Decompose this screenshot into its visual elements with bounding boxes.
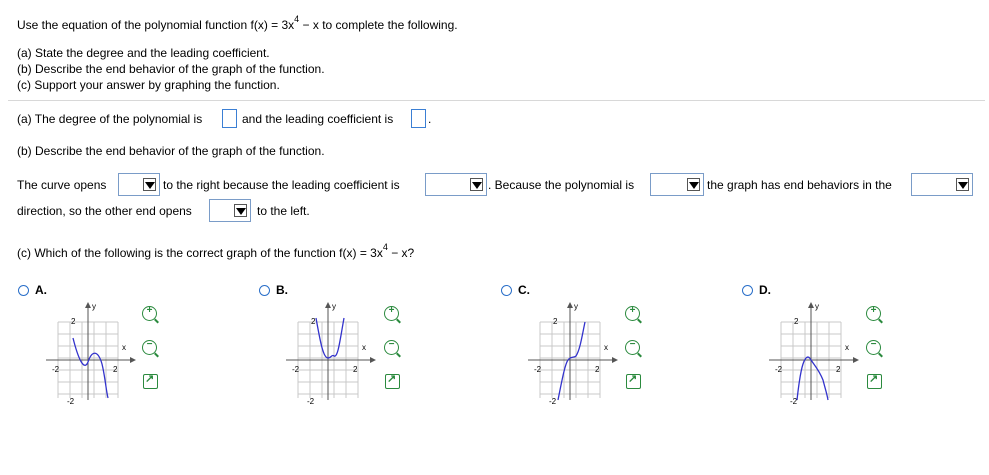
- part-b-heading: (b) Describe the end behavior of the graph of the function.: [17, 144, 325, 158]
- zoom-in-icon[interactable]: +: [866, 306, 881, 321]
- dropdown-arrow-icon: [470, 178, 483, 191]
- option-d-label: D.: [759, 283, 771, 297]
- curve: [316, 318, 344, 358]
- option-c-graph: [512, 300, 624, 410]
- part-a-text-1: (a) The degree of the polynomial is: [17, 112, 203, 126]
- x-axis-label: x: [122, 343, 126, 352]
- dropdown-arrow-icon: [234, 204, 247, 217]
- tick-x: 2: [836, 365, 841, 374]
- divider: [8, 100, 985, 101]
- instruction-item-b: (b) Describe the end behavior of the graph of the function.: [17, 62, 325, 76]
- option-a-graph: [30, 300, 142, 410]
- part-b-text-2: to the right because the leading coefficient is: [163, 178, 400, 192]
- instructions-intro: [17, 14, 458, 32]
- zoom-in-icon[interactable]: +: [625, 306, 640, 321]
- intro-exponent: 4: [294, 14, 300, 24]
- zoom-out-icon[interactable]: −: [142, 340, 157, 355]
- tick-neg-x: -2: [292, 365, 300, 374]
- zoom-out-icon[interactable]: −: [384, 340, 399, 355]
- tick-neg-y: -2: [549, 397, 557, 406]
- dropdown-arrow-icon: [956, 178, 969, 191]
- y-axis-label: y: [92, 302, 96, 311]
- x-axis-label: x: [362, 343, 366, 352]
- curve: [73, 338, 108, 398]
- tick-x: 2: [113, 365, 118, 374]
- dropdown-arrow-icon: [687, 178, 700, 191]
- intro-text-end: − x to complete the following.: [299, 18, 458, 32]
- option-c-label: C.: [518, 283, 530, 297]
- dropdown-arrow-icon: [143, 178, 156, 191]
- popout-icon[interactable]: ↗: [385, 374, 400, 389]
- tick-x: 2: [595, 365, 600, 374]
- x-axis-label: x: [845, 343, 849, 352]
- instruction-item-a: (a) State the degree and the leading coefficient.: [17, 46, 270, 60]
- part-c-question: [17, 242, 414, 260]
- y-axis-label: y: [332, 302, 336, 311]
- tick-y: 2: [794, 317, 799, 326]
- y-axis-label: y: [815, 302, 819, 311]
- option-b-graph: [270, 300, 382, 410]
- curve-opens-dropdown[interactable]: [118, 173, 160, 196]
- option-b-radio[interactable]: [259, 285, 270, 296]
- tick-y: 2: [553, 317, 558, 326]
- part-a-text-2: and the leading coefficient is: [242, 112, 394, 126]
- tick-neg-y: -2: [307, 397, 315, 406]
- option-a-radio[interactable]: [18, 285, 29, 296]
- question-text: (c) Which of the following is the correct graph of the function f(x) = 3x: [17, 246, 383, 260]
- tick-x: 2: [353, 365, 358, 374]
- popout-icon[interactable]: ↗: [626, 374, 641, 389]
- x-axis-label: x: [604, 343, 608, 352]
- zoom-in-icon[interactable]: +: [142, 306, 157, 321]
- tick-neg-y: -2: [790, 397, 798, 406]
- polynomial-degree-dropdown[interactable]: [650, 173, 704, 196]
- tick-neg-y: -2: [67, 397, 75, 406]
- intro-text: Use the equation of the polynomial function f(x) = 3x: [17, 18, 295, 32]
- question-text-end: − x?: [387, 246, 415, 260]
- zoom-out-icon[interactable]: −: [866, 340, 881, 355]
- other-end-dropdown[interactable]: [209, 199, 251, 222]
- zoom-in-icon[interactable]: +: [384, 306, 399, 321]
- question-exponent: 4: [382, 242, 388, 252]
- part-a-period: .: [428, 112, 432, 126]
- option-d-graph: [753, 300, 865, 410]
- option-d-radio[interactable]: [742, 285, 753, 296]
- instruction-item-c: (c) Support your answer by graphing the function.: [17, 78, 280, 92]
- option-b-label: B.: [276, 283, 288, 297]
- option-a-label: A.: [35, 283, 47, 297]
- part-b-text-3: . Because the polynomial is: [488, 178, 635, 192]
- popout-icon[interactable]: ↗: [143, 374, 158, 389]
- popout-icon[interactable]: ↗: [867, 374, 882, 389]
- zoom-out-icon[interactable]: −: [625, 340, 640, 355]
- part-b-text-6: to the left.: [257, 204, 310, 218]
- end-behavior-direction-dropdown[interactable]: [911, 173, 973, 196]
- leading-coefficient-input[interactable]: [411, 109, 426, 128]
- option-c-radio[interactable]: [501, 285, 512, 296]
- y-axis-label: y: [574, 302, 578, 311]
- tick-neg-x: -2: [775, 365, 783, 374]
- part-b-text-5: direction, so the other end opens: [17, 204, 192, 218]
- tick-neg-x: -2: [534, 365, 542, 374]
- part-b-text-4: the graph has end behaviors in the: [707, 178, 892, 192]
- tick-y: 2: [71, 317, 76, 326]
- degree-input[interactable]: [222, 109, 237, 128]
- tick-neg-x: -2: [52, 365, 60, 374]
- tick-y: 2: [311, 317, 316, 326]
- part-b-text-1: The curve opens: [17, 178, 107, 192]
- leading-coefficient-dropdown[interactable]: [425, 173, 487, 196]
